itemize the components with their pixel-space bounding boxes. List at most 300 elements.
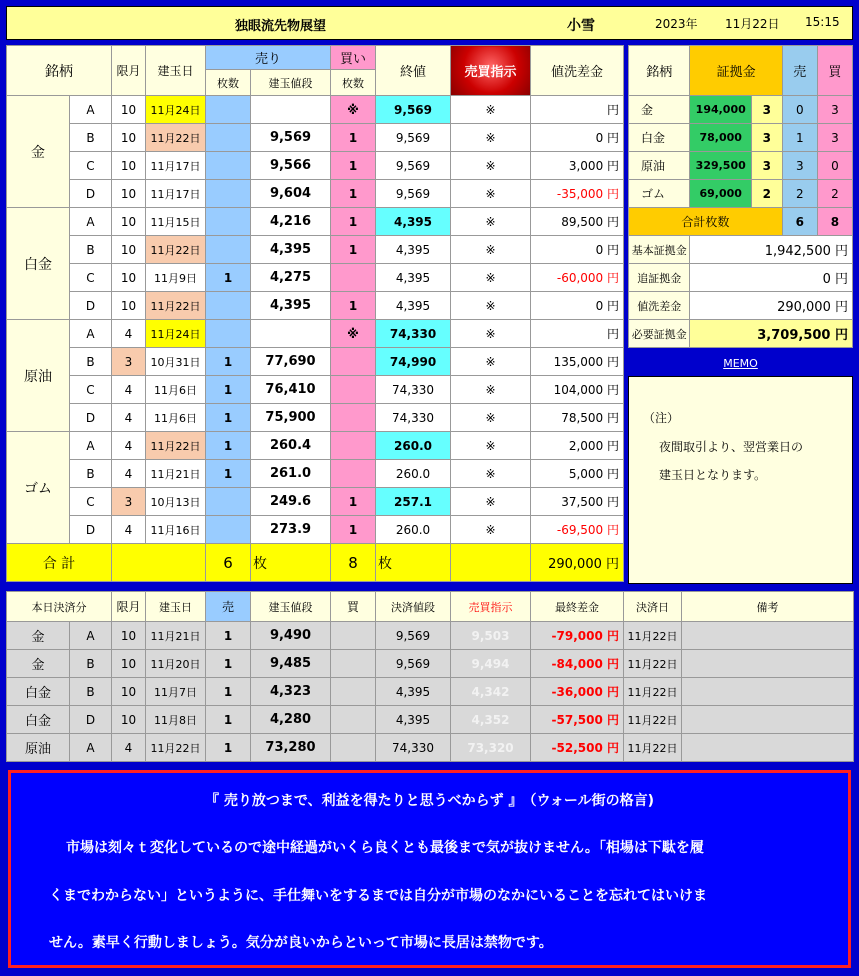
settle-row-date: 11月22日 [624,622,682,650]
row-sub-label: D [70,180,112,208]
row-diff: 円 [531,96,624,124]
row-diff: 37,500 円 [531,488,624,516]
row-close: 9,569 [376,124,451,152]
row-price [251,96,331,124]
row-price: 77,690 [251,348,331,376]
margin-row-value: 194,000 [690,96,751,124]
row-order: ※ [451,404,531,432]
margin-total-buy: 8 [817,208,852,236]
margin-table [628,45,853,348]
row-price: 261.0 [251,460,331,488]
row-price: 75,900 [251,404,331,432]
settle-row-open-date: 11月8日 [146,706,206,734]
row-order: ※ [451,96,531,124]
row-close: 9,569 [376,180,451,208]
row-price: 273.9 [251,516,331,544]
memo-line-1: （注） [643,411,680,425]
row-order: ※ [451,208,531,236]
table-row [629,152,853,180]
margin-row-multiplier: 3 [751,152,782,180]
row-sub-label: D [70,516,112,544]
row-order: ※ [451,152,531,180]
row-close: 74,990 [376,348,451,376]
row-sub-label: C [70,488,112,516]
table-row [7,650,854,678]
settlement-table [6,591,854,762]
settle-row-order: 9,494 [451,650,531,678]
row-buy-qty: 1 [331,488,376,516]
row-open-date: 11月17日 [146,152,206,180]
row-close: 9,569 [376,96,451,124]
row-price: 260.4 [251,432,331,460]
row-open-date: 11月9日 [146,264,206,292]
row-sell-qty: 1 [206,264,251,292]
row-price: 4,395 [251,292,331,320]
row-sub-label: B [70,460,112,488]
row-month: 4 [112,320,146,348]
row-close: 74,330 [376,404,451,432]
settle-col-note-header: 備考 [682,592,854,622]
date-label: 11月22日 [725,17,780,31]
row-order: ※ [451,320,531,348]
table-row [7,404,624,432]
settle-row-buy [331,678,376,706]
table-row [7,292,624,320]
row-sub-label: D [70,404,112,432]
row-sub-label: A [70,208,112,236]
row-buy-qty [331,264,376,292]
row-open-date: 11月24日 [146,96,206,124]
row-diff: 5,000 円 [531,460,624,488]
memo-line-2: 夜間取引より、翌営業日の [659,440,804,454]
group-name: 原油 [7,320,70,432]
settle-row-name: 金 [7,622,70,650]
margin-col-sell-header: 売 [782,46,817,96]
settle-row-date: 11月22日 [624,678,682,706]
row-diff: -35,000 円 [531,180,624,208]
settle-row-settle-price: 74,330 [376,734,451,762]
row-sell-qty [206,292,251,320]
settle-row-price: 9,490 [251,622,331,650]
table-row [7,96,624,124]
settle-row-note [682,678,854,706]
col-buy-header: 買い [331,46,376,70]
summary-value: 3,709,500 円 [690,320,853,348]
quote-line-1: 市場は刻々ｔ変化しているので途中経過がいくら良くとも最後まで気が抜けません。「相場は下駄を履 [66,840,704,856]
positions-table [6,45,624,582]
settle-row-date: 11月22日 [624,734,682,762]
row-sell-qty [206,96,251,124]
settle-row-final: -79,000 円 [531,622,624,650]
row-price: 76,410 [251,376,331,404]
table-row [629,96,853,124]
row-buy-qty [331,404,376,432]
row-month: 4 [112,432,146,460]
row-open-date: 11月22日 [146,236,206,264]
margin-col-name-header: 銘柄 [629,46,690,96]
settle-row-month: 10 [112,678,146,706]
row-diff: 104,000 円 [531,376,624,404]
settle-row-sell: 1 [206,650,251,678]
row-price: 9,569 [251,124,331,152]
settle-row-sell: 1 [206,622,251,650]
settle-row-buy [331,622,376,650]
settle-row-sell: 1 [206,678,251,706]
margin-row-sell: 3 [782,152,817,180]
settle-col-buy-header: 買 [331,592,376,622]
settle-row-sell: 1 [206,706,251,734]
summary-value: 1,942,500 円 [690,236,853,264]
row-month: 10 [112,152,146,180]
row-close: 260.0 [376,460,451,488]
margin-row-buy: 0 [817,152,852,180]
settle-row-name: 金 [7,650,70,678]
margin-col-margin-header: 証拠金 [690,46,782,96]
margin-row-name: 白金 [629,124,690,152]
row-price: 9,604 [251,180,331,208]
group-name: ゴム [7,432,70,544]
row-sell-qty: 1 [206,376,251,404]
row-close: 260.0 [376,516,451,544]
table-row [629,124,853,152]
table-row [7,348,624,376]
row-order: ※ [451,432,531,460]
margin-row-buy: 3 [817,124,852,152]
memo-link[interactable]: MEMO [723,357,758,370]
row-close: 9,569 [376,152,451,180]
row-price: 4,275 [251,264,331,292]
row-sub-label: C [70,264,112,292]
col-sell-qty-header: 枚数 [206,70,251,96]
settle-row-final: -52,500 円 [531,734,624,762]
table-row [629,180,853,208]
row-sell-qty: 1 [206,404,251,432]
table-row [629,292,853,320]
summary-label: 基本証拠金 [629,236,690,264]
row-diff: 0 円 [531,124,624,152]
row-open-date: 11月17日 [146,180,206,208]
row-close: 260.0 [376,432,451,460]
table-row [7,516,624,544]
row-close: 4,395 [376,236,451,264]
settle-row-open-date: 11月20日 [146,650,206,678]
memo-link-container [628,352,853,374]
settle-col-sell-header: 売 [206,592,251,622]
margin-row-name: 原油 [629,152,690,180]
row-price: 9,566 [251,152,331,180]
title-bar [6,6,853,40]
settle-row-price: 9,485 [251,650,331,678]
row-buy-qty: 1 [331,152,376,180]
row-sub-label: A [70,96,112,124]
table-row [7,320,624,348]
row-buy-qty: ※ [331,320,376,348]
row-sub-label: A [70,320,112,348]
row-diff: 0 円 [531,292,624,320]
settle-row-sub: D [70,706,112,734]
summary-label: 追証拠金 [629,264,690,292]
table-row [7,460,624,488]
row-sub-label: B [70,236,112,264]
row-price: 4,395 [251,236,331,264]
row-open-date: 11月15日 [146,208,206,236]
settle-row-final: -36,000 円 [531,678,624,706]
row-sell-qty: 1 [206,460,251,488]
margin-total-sell: 6 [782,208,817,236]
row-month: 10 [112,180,146,208]
settle-col-date-header: 決済日 [624,592,682,622]
row-diff: -60,000 円 [531,264,624,292]
margin-row-value: 329,500 [690,152,751,180]
row-buy-qty: 1 [331,180,376,208]
row-diff: 2,000 円 [531,432,624,460]
settle-row-sell: 1 [206,734,251,762]
col-name-header: 銘柄 [7,46,112,96]
row-sell-qty [206,516,251,544]
col-close-header: 終値 [376,46,451,96]
settle-row-price: 4,323 [251,678,331,706]
row-sell-qty: 1 [206,432,251,460]
row-buy-qty [331,432,376,460]
page-title: 独眼流先物展望 [235,19,327,34]
margin-row-value: 78,000 [690,124,751,152]
settle-row-settle-price: 4,395 [376,678,451,706]
margin-row-buy: 3 [817,96,852,124]
settle-row-final: -84,000 円 [531,650,624,678]
quote-line-2: くまでわからない」というように、手仕舞いをするまでは自分が市場のなかにいることを忘れてはいけま [49,888,707,904]
row-buy-qty: ※ [331,96,376,124]
table-row [629,264,853,292]
row-open-date: 10月31日 [146,348,206,376]
table-row [7,734,854,762]
quote-line-3: せん。素早く行動しましょう。気分が良いからといって市場に長居は禁物です。 [49,935,553,951]
quote-heading: 『 売り放つまで、利益を得たりと思うべからず 』 （ウォール街の格言) [204,793,655,809]
row-open-date: 11月6日 [146,404,206,432]
row-month: 10 [112,124,146,152]
settle-row-final: -57,500 円 [531,706,624,734]
row-open-date: 11月22日 [146,292,206,320]
col-month-header: 限月 [112,46,146,96]
margin-total-label: 合計枚数 [629,208,783,236]
summary-value: 290,000 円 [690,292,853,320]
col-price-header: 建玉値段 [251,70,331,96]
settle-row-open-date: 11月22日 [146,734,206,762]
table-row [7,152,624,180]
row-sell-qty [206,320,251,348]
memo-line-3: 建玉日となります。 [659,468,767,482]
row-sell-qty [206,208,251,236]
row-order: ※ [451,292,531,320]
row-order: ※ [451,180,531,208]
total-diff: 290,000 円 [531,544,624,582]
settle-row-sub: A [70,734,112,762]
row-diff: 3,000 円 [531,152,624,180]
settle-col-today-header: 本日決済分 [7,592,112,622]
margin-row-multiplier: 3 [751,124,782,152]
row-buy-qty [331,348,376,376]
row-order: ※ [451,376,531,404]
row-close: 74,330 [376,320,451,348]
row-buy-qty: 1 [331,516,376,544]
settle-col-price-header: 建玉値段 [251,592,331,622]
row-sub-label: B [70,348,112,376]
settle-col-order-header: 売買指示 [451,592,531,622]
group-name: 金 [7,96,70,208]
row-close: 257.1 [376,488,451,516]
row-sub-label: D [70,292,112,320]
table-row [7,236,624,264]
time-label: 15:15 [805,15,840,29]
total-buy-unit: 枚 [376,544,451,582]
margin-row-name: ゴム [629,180,690,208]
settle-row-order: 9,503 [451,622,531,650]
weather-label: 小雪 [567,18,595,34]
row-order: ※ [451,236,531,264]
total-label: 合 計 [7,544,112,582]
col-opendate-header: 建玉日 [146,46,206,96]
settle-row-date: 11月22日 [624,650,682,678]
col-diff-header: 値洗差金 [531,46,624,96]
margin-row-sell: 2 [782,180,817,208]
row-month: 10 [112,264,146,292]
row-open-date: 11月6日 [146,376,206,404]
quote-box [8,770,851,968]
memo-note [628,376,853,584]
total-sell-count: 6 [206,544,251,582]
settle-row-name: 白金 [7,678,70,706]
settle-row-name: 原油 [7,734,70,762]
settle-row-month: 10 [112,622,146,650]
margin-col-buy-header: 買 [817,46,852,96]
table-row [7,622,854,650]
row-sell-qty: 1 [206,348,251,376]
col-buy-qty-header: 枚数 [331,70,376,96]
table-row [7,432,624,460]
row-sub-label: C [70,376,112,404]
row-price [251,320,331,348]
row-diff: -69,500 円 [531,516,624,544]
row-month: 4 [112,460,146,488]
margin-row-sell: 0 [782,96,817,124]
row-order: ※ [451,124,531,152]
row-month: 10 [112,292,146,320]
settle-row-buy [331,734,376,762]
row-sell-qty [206,236,251,264]
settle-row-order: 73,320 [451,734,531,762]
row-month: 3 [112,488,146,516]
row-order: ※ [451,348,531,376]
row-buy-qty [331,460,376,488]
row-sub-label: B [70,124,112,152]
table-row [7,208,624,236]
table-row [7,124,624,152]
margin-row-buy: 2 [817,180,852,208]
row-month: 3 [112,348,146,376]
row-month: 10 [112,96,146,124]
row-open-date: 10月13日 [146,488,206,516]
margin-row-sell: 1 [782,124,817,152]
row-diff: 0 円 [531,236,624,264]
row-sell-qty [206,488,251,516]
settle-row-month: 10 [112,650,146,678]
margin-row-name: 金 [629,96,690,124]
row-price: 4,216 [251,208,331,236]
row-open-date: 11月22日 [146,432,206,460]
settle-row-month: 4 [112,734,146,762]
row-diff: 78,500 円 [531,404,624,432]
summary-value: 0 円 [690,264,853,292]
total-buy-count: 8 [331,544,376,582]
margin-row-value: 69,000 [690,180,751,208]
row-buy-qty [331,376,376,404]
settle-row-date: 11月22日 [624,706,682,734]
settle-row-sub: A [70,622,112,650]
row-open-date: 11月21日 [146,460,206,488]
settle-row-order: 4,352 [451,706,531,734]
settle-row-settle-price: 4,395 [376,706,451,734]
table-row [7,488,624,516]
row-sell-qty [206,124,251,152]
row-diff: 89,500 円 [531,208,624,236]
settle-row-name: 白金 [7,706,70,734]
row-close: 74,330 [376,376,451,404]
settle-row-sub: B [70,678,112,706]
settle-row-month: 10 [112,706,146,734]
row-price: 249.6 [251,488,331,516]
row-buy-qty: 1 [331,208,376,236]
settle-row-price: 73,280 [251,734,331,762]
row-order: ※ [451,488,531,516]
row-sell-qty [206,180,251,208]
table-row [7,376,624,404]
row-order: ※ [451,264,531,292]
year-label: 2023年 [655,17,698,31]
order-instruction-button[interactable]: 売買指示 [451,46,531,96]
settle-col-final-header: 最終差金 [531,592,624,622]
settle-row-note [682,622,854,650]
settle-row-note [682,734,854,762]
row-close: 4,395 [376,264,451,292]
row-open-date: 11月24日 [146,320,206,348]
row-order: ※ [451,460,531,488]
row-order: ※ [451,516,531,544]
col-sell-header: 売り [206,46,331,70]
summary-label: 値洗差金 [629,292,690,320]
settle-col-month-header: 限月 [112,592,146,622]
row-month: 4 [112,516,146,544]
settle-row-note [682,650,854,678]
row-diff: 135,000 円 [531,348,624,376]
table-row [7,678,854,706]
row-buy-qty: 1 [331,236,376,264]
settle-row-open-date: 11月7日 [146,678,206,706]
table-row [7,264,624,292]
row-month: 4 [112,404,146,432]
total-sell-unit: 枚 [251,544,331,582]
settle-row-note [682,706,854,734]
group-name: 白金 [7,208,70,320]
row-diff: 円 [531,320,624,348]
settle-col-settle-header: 決済値段 [376,592,451,622]
settle-row-buy [331,650,376,678]
row-close: 4,395 [376,208,451,236]
table-row [7,180,624,208]
row-sub-label: C [70,152,112,180]
settle-col-opendate-header: 建玉日 [146,592,206,622]
margin-row-multiplier: 2 [751,180,782,208]
row-month: 10 [112,208,146,236]
table-row [7,706,854,734]
